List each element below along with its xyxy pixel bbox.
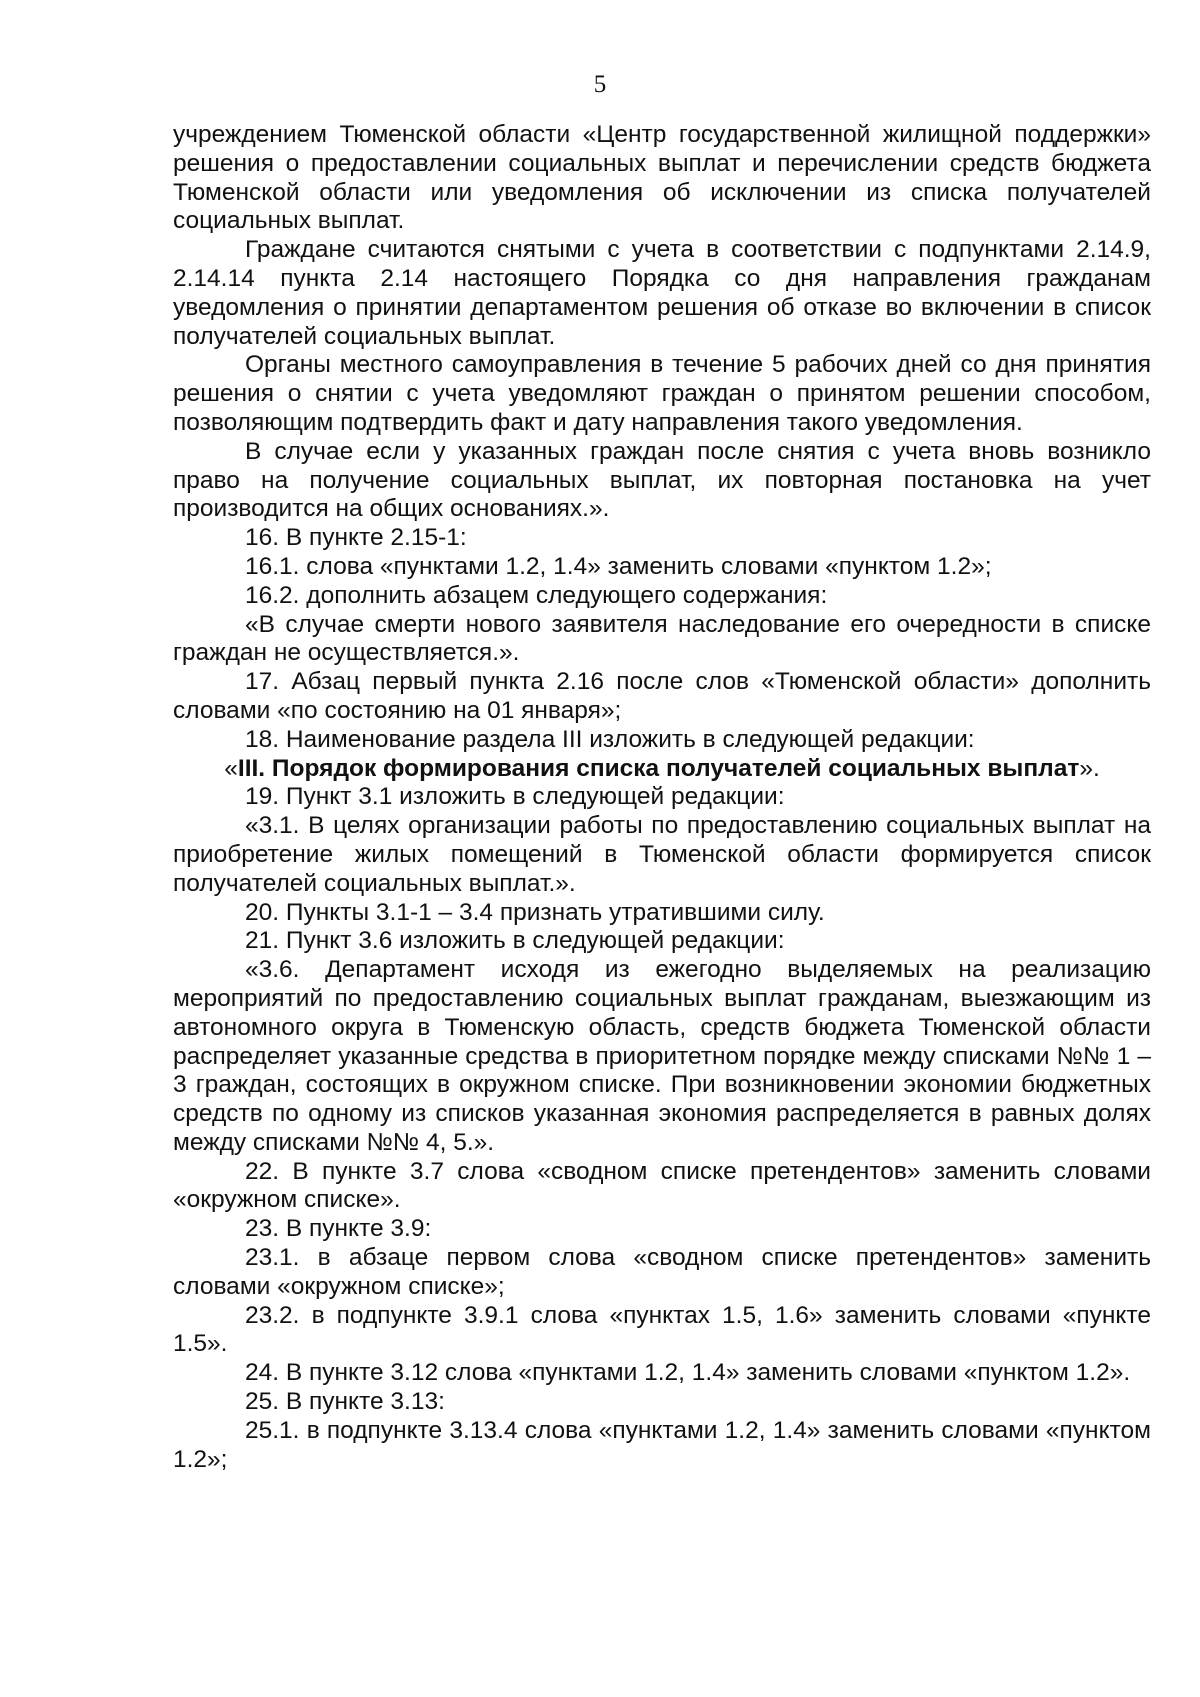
paragraph-5: 16. В пункте 2.15-1:	[245, 524, 467, 552]
paragraph-12: «3.1. В целях организации работы по предоставлению социальных выплат на приобретение жилых помещений в Тюменской области формируется список получателей социальных выплат.».	[173, 812, 1151, 897]
paragraph-3: Органы местного самоуправления в течение 5 рабочих дней со дня принятия решения о снятии с учета уведомляют граждан о принятом решении способом, позволяющим подтвердить факт и дату направления такого уведомления.	[173, 351, 1151, 436]
page-number: 5	[593, 71, 607, 98]
paragraph-16: 22. В пункте 3.7 слова «сводном списке претендентов» заменить словами «окружном списке».	[173, 1157, 1151, 1214]
document-body	[173, 121, 1151, 1474]
paragraph-9: 17. Абзац первый пункта 2.16 после слов «Тюменской области» дополнить словами «по состоянию на 01 января»;	[173, 668, 1151, 724]
paragraph-15: «3.6. Департамент исходя из ежегодно выделяемых на реализацию мероприятий по предоставлению социальных выплат гражданам, выезжающим из автономного округа в Тюменскую область, средств бюджета Тюменской области распределяет указанные средства в приоритетном порядке между списками №№ 1 – 3 граждан, состоящих в окружном списке. При возникновении экономии бюджетных средств по одному из списков указанная экономия распределяется в равных долях между списками №№ 4, 5.».	[173, 956, 1151, 1156]
paragraph-21: 25. В пункте 3.13:	[245, 1388, 445, 1416]
paragraph-20: 24. В пункте 3.12 слова «пунктами 1.2, 1.4» заменить словами «пунктом 1.2».	[245, 1359, 1131, 1387]
paragraph-13: 20. Пункты 3.1-1 – 3.4 признать утратившими силу.	[245, 898, 825, 926]
paragraph-2: Граждане считаются снятыми с учета в соответствии с подпунктами 2.14.9, 2.14.14 пункта 2.14 настоящего Порядка со дня направления гражданам уведомления о принятии департаментом решения об отказе во включении в список получателей социальных выплат.	[173, 236, 1151, 350]
paragraph-6: 16.1. слова «пунктами 1.2, 1.4» заменить словами «пунктом 1.2»;	[245, 552, 992, 580]
heading-open-quote: «	[224, 754, 238, 782]
paragraph-1: учреждением Тюменской области «Центр государственной жилищной поддержки» решения о предоставлении социальных выплат и перечислении средств бюджета Тюменской области или уведомления об исключении из списка получателей социальных выплат.	[173, 121, 1151, 235]
paragraph-17: 23. В пункте 3.9:	[245, 1215, 432, 1243]
paragraph-8: «В случае смерти нового заявителя наследование его очередности в списке граждан не осуществляется.».	[173, 610, 1151, 667]
paragraph-22: 25.1. в подпункте 3.13.4 слова «пунктами 1.2, 1.4» заменить словами «пунктом 1.2»;	[173, 1416, 1151, 1473]
heading-close-quote: ».	[1079, 754, 1100, 782]
paragraph-19: 23.2. в подпункте 3.9.1 слова «пунктах 1.5, 1.6» заменить словами «пункте 1.5».	[173, 1301, 1151, 1358]
section-heading	[173, 755, 1151, 784]
paragraph-10: 18. Наименование раздела III изложить в следующей редакции:	[245, 725, 975, 753]
paragraph-11: 19. Пункт 3.1 изложить в следующей редакции:	[245, 783, 785, 811]
paragraph-7: 16.2. дополнить абзацем следующего содержания:	[245, 581, 828, 609]
paragraph-4: В случае если у указанных граждан после снятия с учета вновь возникло право на получение социальных выплат, их повторная постановка на учет производится на общих основаниях.».	[173, 437, 1151, 523]
heading-bold-text: III. Порядок формирования списка получателей социальных выплат	[237, 754, 1080, 782]
paragraph-18: 23.1. в абзаце первом слова «сводном списке претендентов» заменить словами «окружном списке»;	[173, 1244, 1151, 1300]
paragraph-14: 21. Пункт 3.6 изложить в следующей редакции:	[245, 927, 785, 955]
